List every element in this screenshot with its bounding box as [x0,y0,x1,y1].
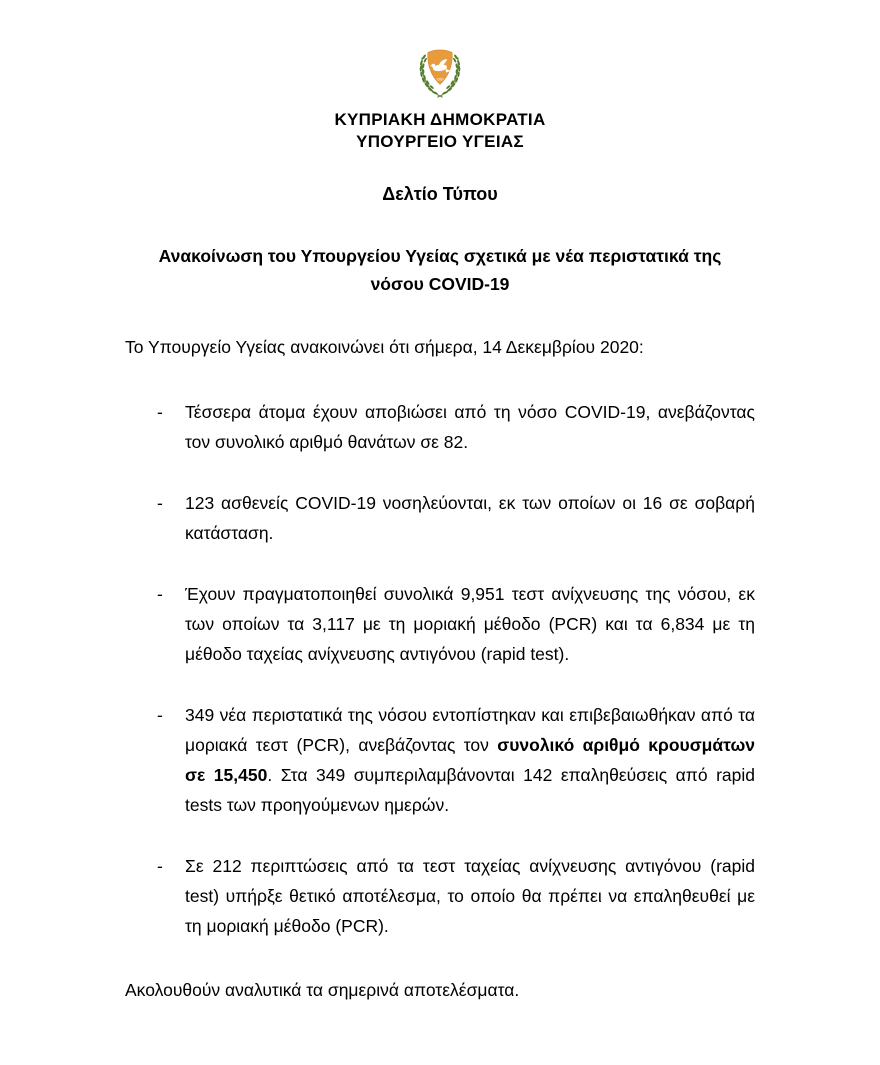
intro-paragraph: Το Υπουργείο Υγείας ανακοινώνει ότι σήμερα, 14 Δεκεμβρίου 2020: [125,337,644,357]
document-title-line1: Ανακοίνωση του Υπουργείου Υγείας σχετικά με νέα περιστατικά της [158,246,722,266]
bullet-text-pre: 349 νέα περιστατικά της νόσου εντοπίστηκαν και επιβεβαιωθήκαν από τα μοριακά τεστ (PCR), ανεβάζοντας τον [185,705,755,755]
bullet-item-hospitalized [125,488,755,548]
bullet-dash: - [157,584,163,604]
republic-name: ΚΥΠΡΙΑΚΗ ΔΗΜΟΚΡΑΤΙΑ [334,110,546,129]
bullet-list [125,397,755,941]
bullet-text: 123 ασθενείς COVID-19 νοσηλεύονται, εκ των οποίων οι 16 σε σοβαρή κατάσταση. [185,493,755,543]
bullet-text: Τέσσερα άτομα έχουν αποβιώσει από τη νόσο COVID-19, ανεβάζοντας τον συνολικό αριθμό θανάτων σε 82. [185,402,755,452]
document-title-line2: νόσου COVID-19 [370,274,510,294]
bullet-text-bold-total: συνολικό αριθμό κρουσμάτων σε 15,450 [185,735,755,785]
bullet-dash: - [157,856,163,876]
bullet-text: Έχουν πραγματοποιηθεί συνολικά 9,951 τεστ ανίχνευσης της νόσου, εκ των οποίων τα 3,117 με τη μοριακή μέθοδο (PCR) και τα 6,834 με τη μέθοδο ταχείας ανίχνευσης αντιγόνου (rapid test). [185,584,755,664]
bullet-dash: - [157,402,163,422]
document-title [125,242,755,298]
bullet-dash: - [157,705,163,725]
bullet-text: Σε 212 περιπτώσεις από τα τεστ ταχείας ανίχνευσης αντιγόνου (rapid test) υπήρξε θετικό αποτέλεσμα, το οποίο θα πρέπει να επαληθευθεί με τη μοριακή μέθοδο (PCR). [185,856,755,936]
ministry-name: ΥΠΟΥΡΓΕΙΟ ΥΓΕΙΑΣ [356,132,524,151]
bullet-item-rapid-positive [125,851,755,941]
press-release-kicker: Δελτίο Τύπου [382,184,498,204]
bullet-item-tests [125,579,755,669]
bullet-item-deaths [125,397,755,457]
closing-paragraph: Ακολουθούν αναλυτικά τα σημερινά αποτελέσματα. [125,980,520,1000]
svg-text:1960: 1960 [436,77,444,82]
bullet-text-post: . Στα 349 συμπεριλαμβάνονται 142 επαληθεύσεις από rapid tests των προηγούμενων ημερών. [185,765,756,815]
bullet-item-new-cases [125,700,755,820]
bullet-dash: - [157,493,163,513]
government-header [125,109,755,153]
cyprus-coat-of-arms-icon [125,46,755,105]
